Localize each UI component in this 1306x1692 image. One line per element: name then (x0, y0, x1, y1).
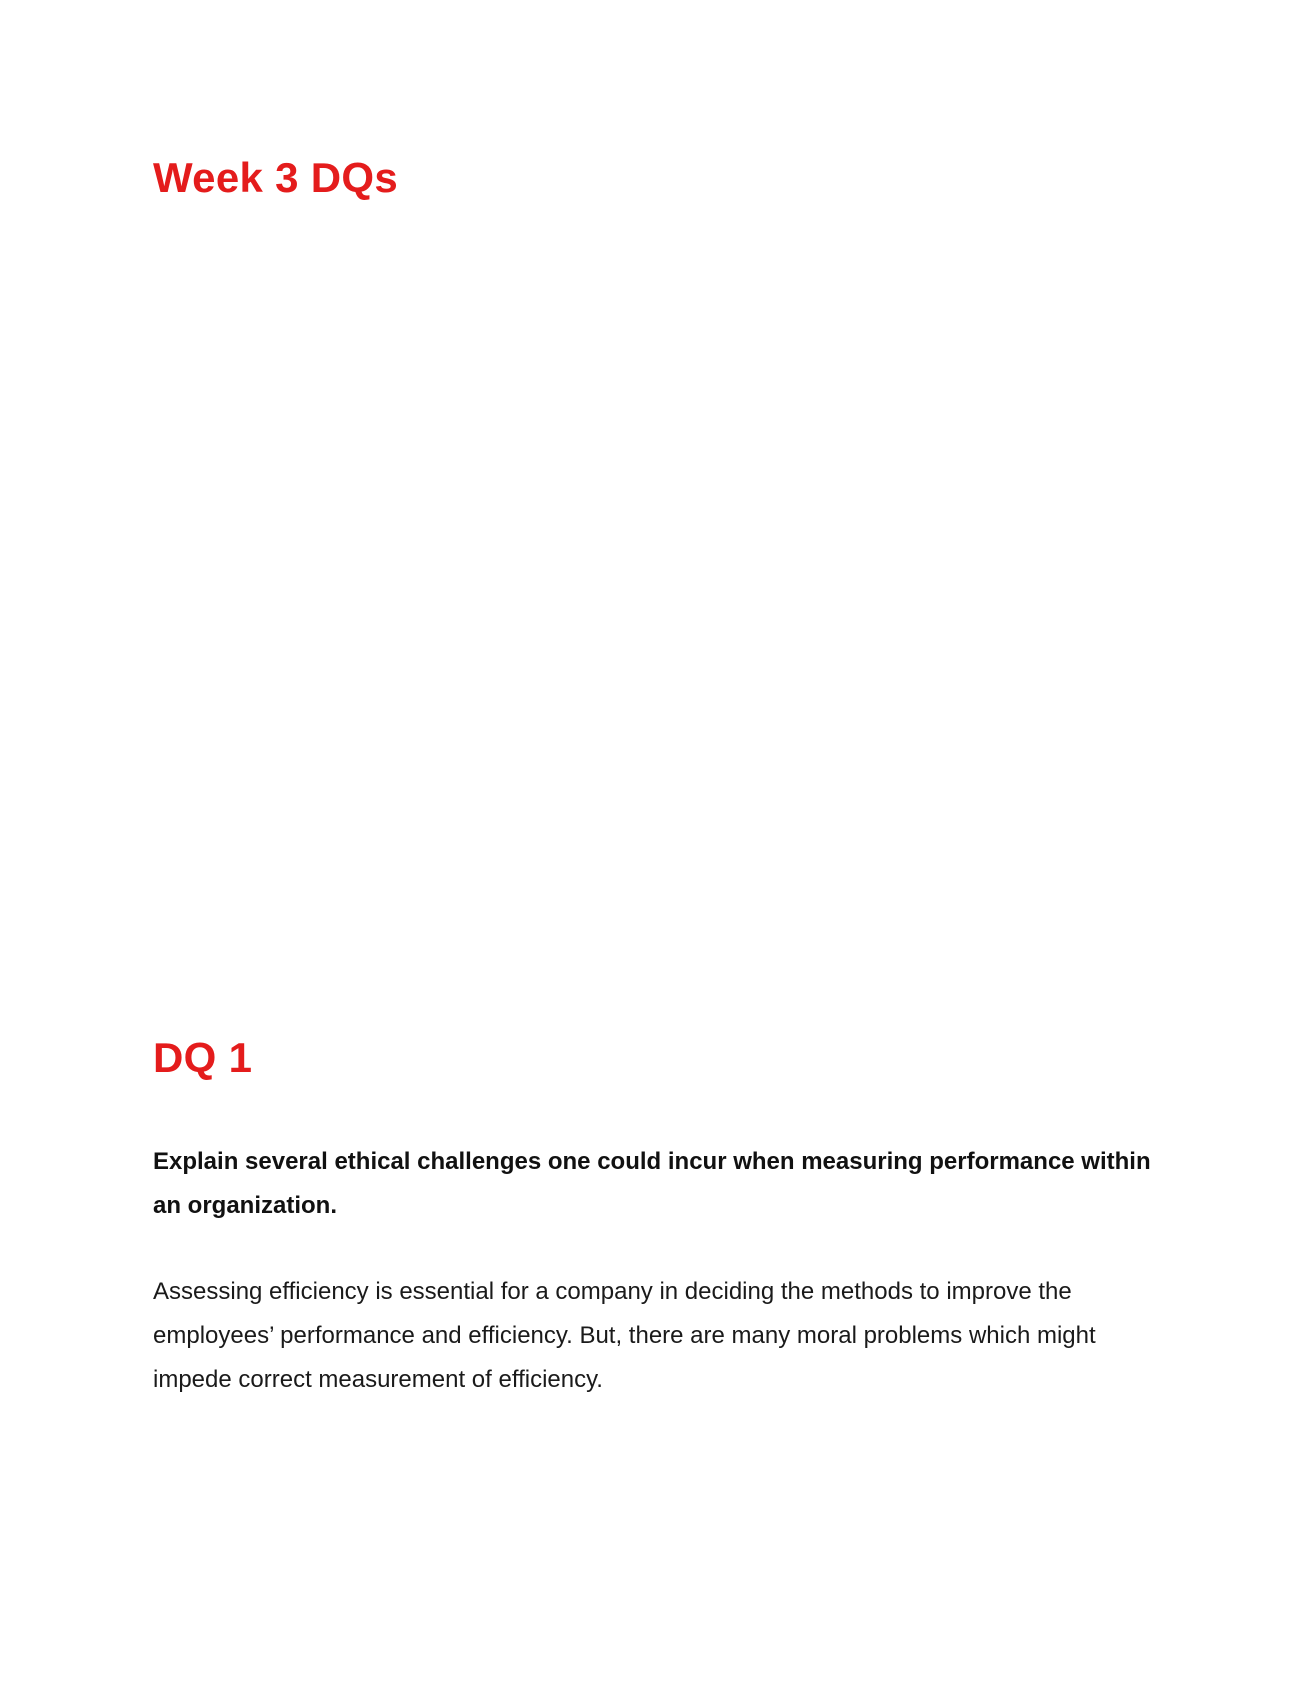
discussion-question: Explain several ethical challenges one could incur when measuring performance within an organization. (153, 1148, 1151, 1219)
document-title: Week 3 DQs (153, 154, 399, 201)
section-heading-dq1: DQ 1 (153, 1034, 253, 1081)
answer-paragraph: Assessing efficiency is essential for a company in deciding the methods to improve the employees’ performance and efficiency. But, there are many moral problems which might impede correct measurement of efficiency. (153, 1278, 1096, 1393)
